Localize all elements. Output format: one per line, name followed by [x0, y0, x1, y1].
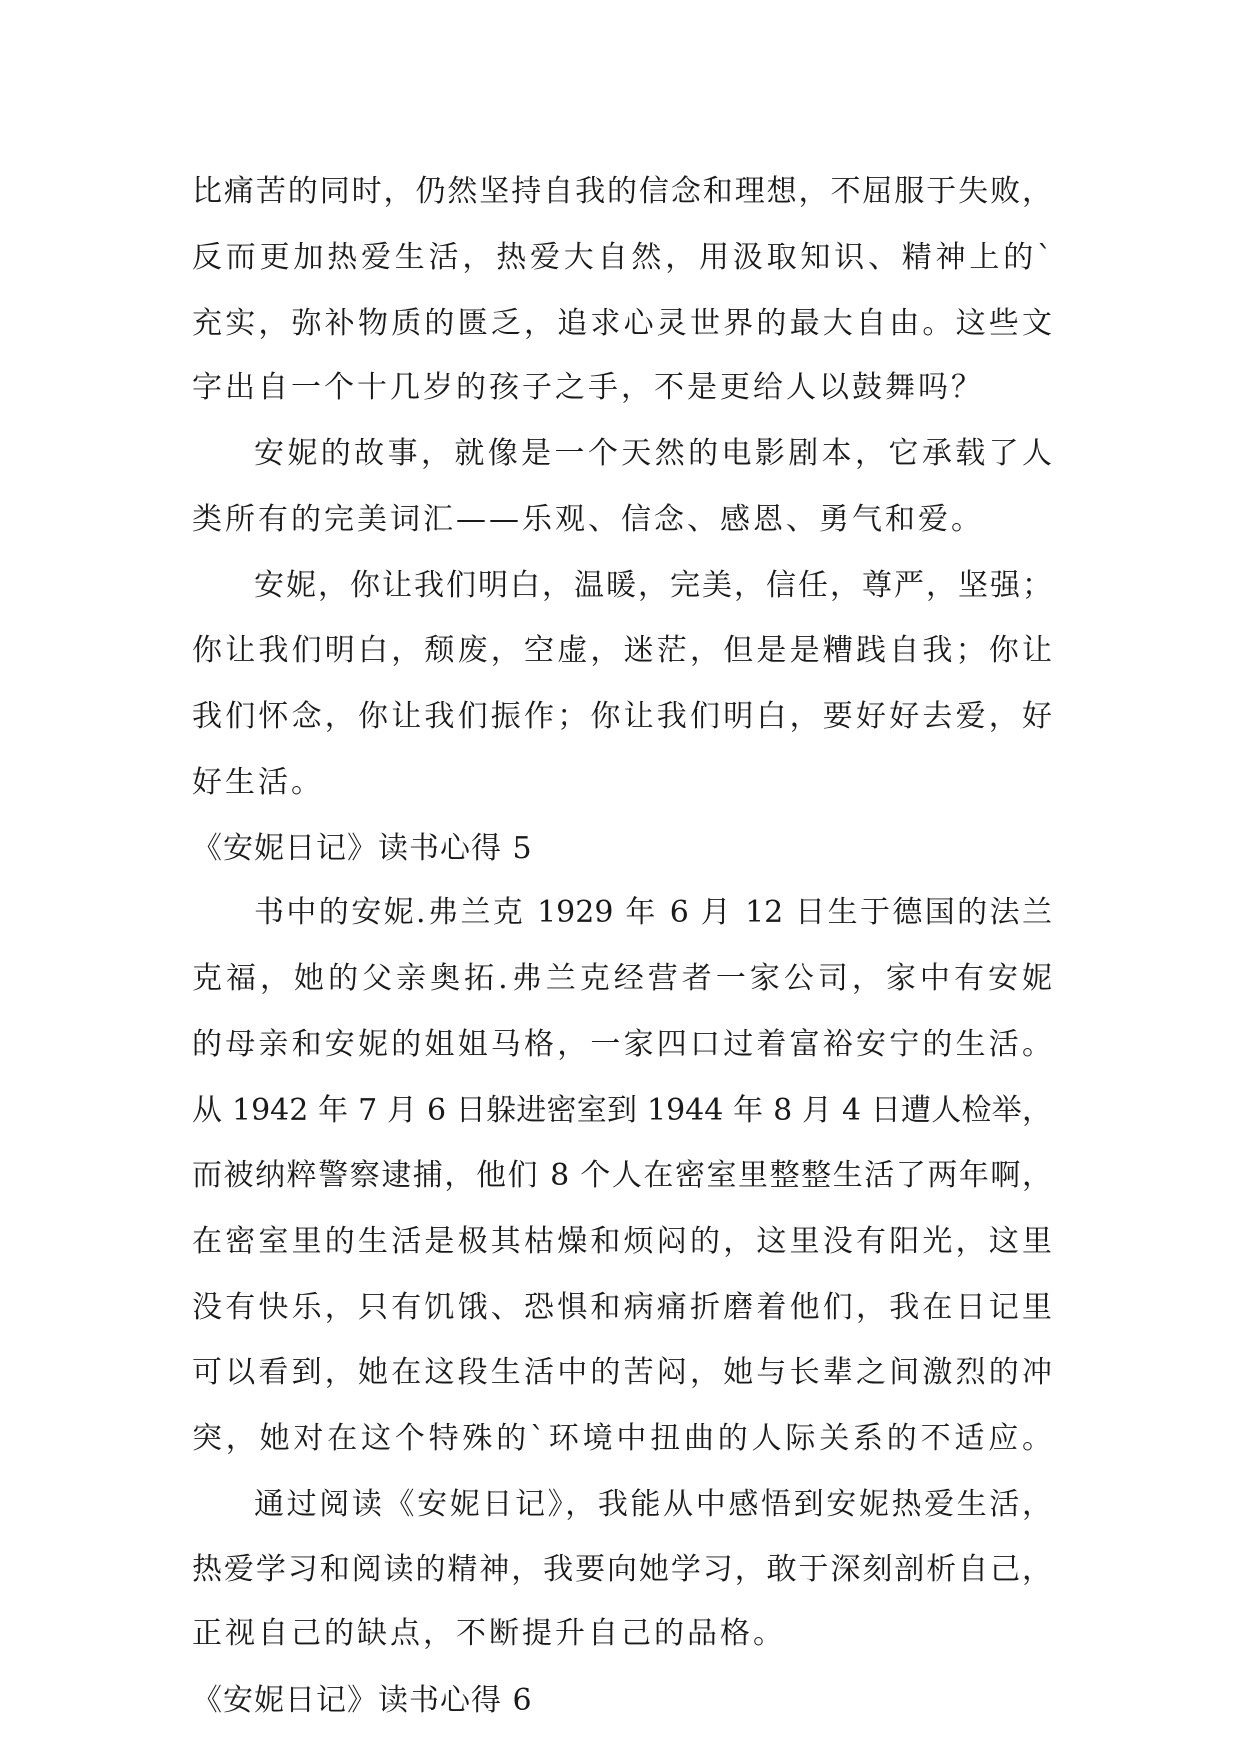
text-line: 好生活。 — [192, 765, 324, 800]
text-line: 安妮，你让我们明白，温暖，完美，信任，尊严，坚强； — [254, 568, 1052, 603]
text-line: 你让我们明白，颓废，空虚，迷茫，但是是糟践自我；你让 — [192, 633, 1052, 668]
text-line: 我们怀念，你让我们振作；你让我们明白，要好好去爱，好 — [192, 699, 1052, 734]
text-line: 安妮的故事，就像是一个天然的电影剧本，它承载了人 — [254, 436, 1052, 471]
text-line: 从 1942 年 7 月 6 日躲进密室到 1944 年 8 月 4 日遭人检举， — [192, 1093, 1052, 1128]
text-line: 通过阅读《安妮日记》，我能从中感悟到安妮热爱生活， — [254, 1487, 1052, 1522]
text-line: 充实，弥补物质的匮乏，追求心灵世界的最大自由。这些文 — [192, 306, 1052, 341]
text-line: 而被纳粹警察逮捕，他们 8 个人在密室里整整生活了两年啊， — [192, 1158, 1052, 1193]
text-line: 可以看到，她在这段生活中的苦闷，她与长辈之间激烈的冲 — [192, 1355, 1052, 1390]
text-line: 突，她对在这个特殊的`环境中扭曲的人际关系的不适应。 — [192, 1421, 1052, 1456]
text-line: 正视自己的缺点，不断提升自己的品格。 — [192, 1616, 786, 1651]
text-line: 的母亲和安妮的姐姐马格，一家四口过着富裕安宁的生活。 — [192, 1027, 1052, 1062]
text-line: 在密室里的生活是极其枯燥和烦闷的，这里没有阳光，这里 — [192, 1224, 1052, 1259]
section-heading: 《安妮日记》读书心得 6 — [192, 1683, 533, 1718]
text-line: 克福，她的父亲奥拓.弗兰克经营者一家公司，家中有安妮 — [192, 961, 1052, 996]
section-heading: 《安妮日记》读书心得 5 — [192, 831, 533, 866]
text-line: 比痛苦的同时，仍然坚持自我的信念和理想，不屈服于失败， — [192, 174, 1052, 209]
text-line: 没有快乐，只有饥饿、恐惧和病痛折磨着他们，我在日记里 — [192, 1290, 1052, 1325]
text-line: 书中的安妮.弗兰克 1929 年 6 月 12 日生于德国的法兰 — [254, 895, 1052, 930]
text-line: 字出自一个十几岁的孩子之手，不是更给人以鼓舞吗？ — [192, 370, 984, 405]
text-line: 热爱学习和阅读的精神，我要向她学习，敢于深刻剖析自己， — [192, 1552, 1052, 1587]
text-line: 反而更加热爱生活，热爱大自然，用汲取知识、精神上的` — [192, 240, 1052, 275]
text-line: 类所有的完美词汇——乐观、信念、感恩、勇气和爱。 — [192, 502, 984, 537]
